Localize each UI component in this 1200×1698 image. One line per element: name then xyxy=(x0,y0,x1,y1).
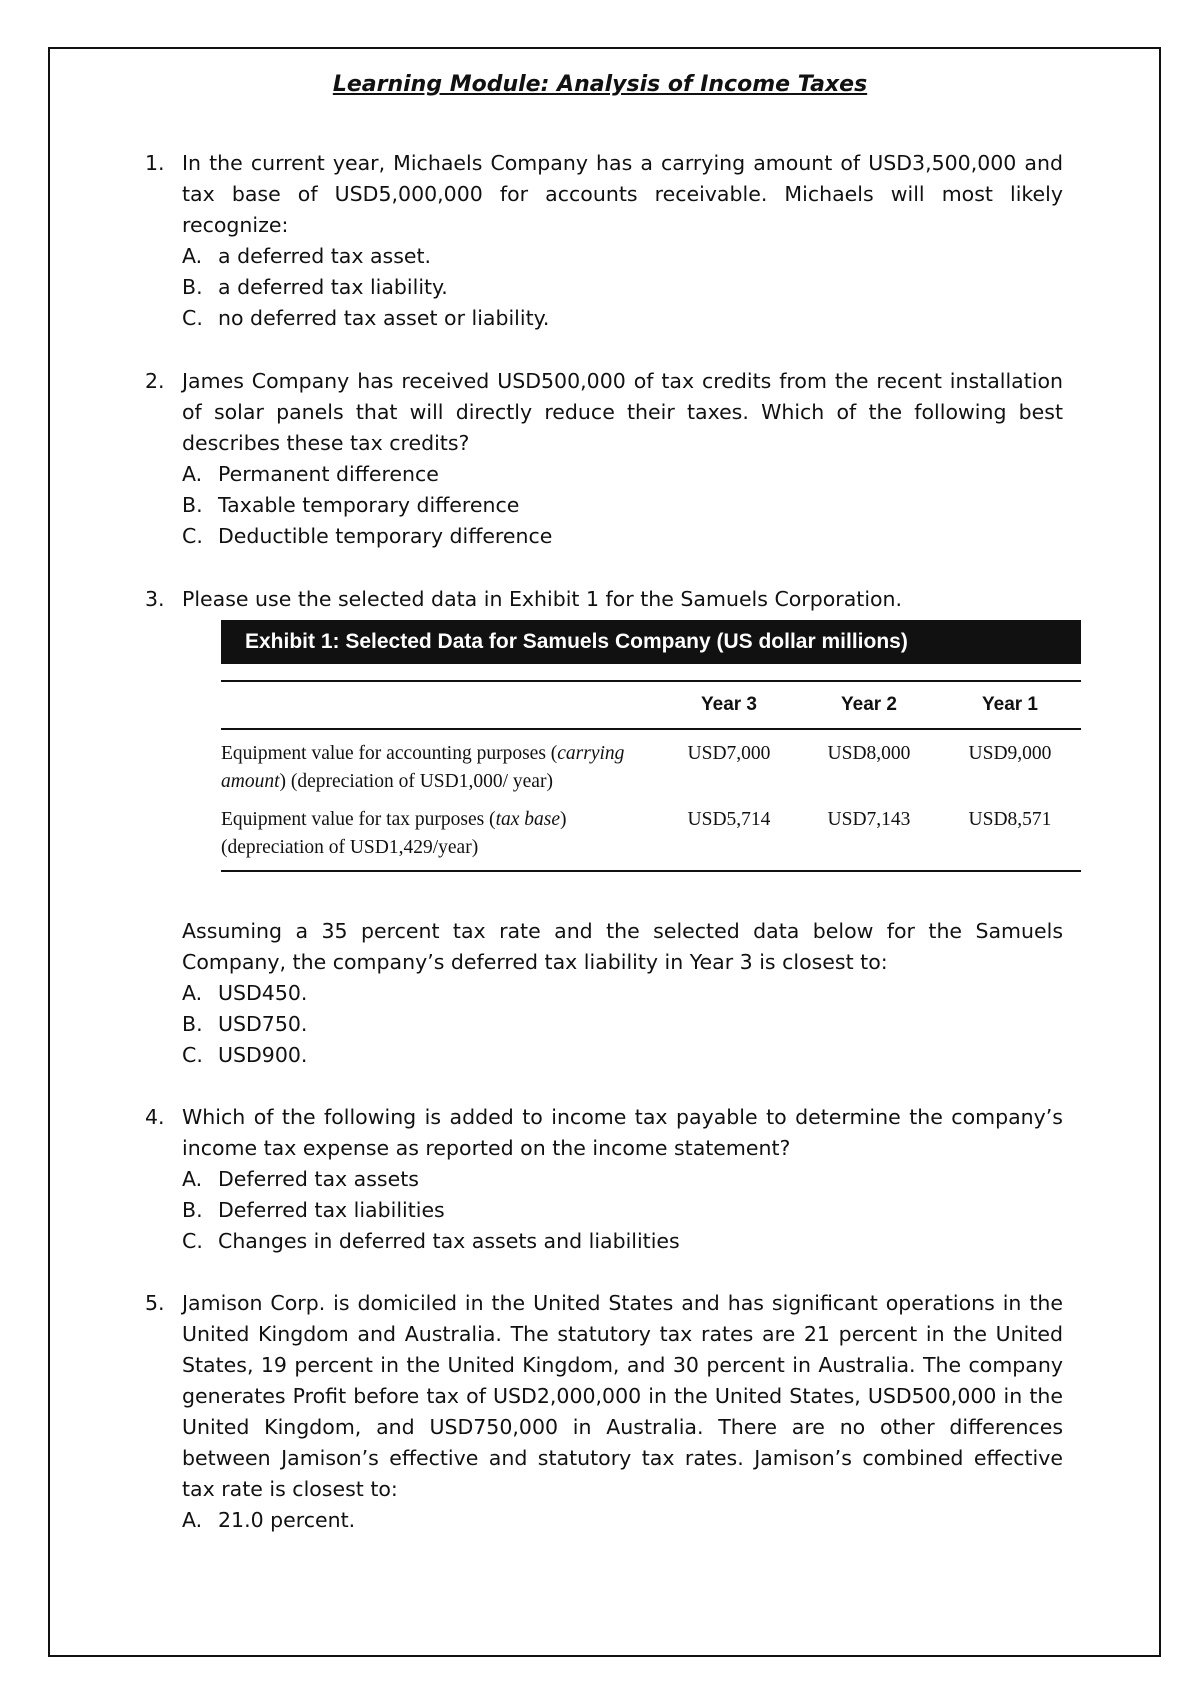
row-label: Equipment value for accounting purposes (carrying amount) (depreciation of USD1,000/ year) xyxy=(221,743,625,792)
table-row xyxy=(221,802,1081,871)
question-stem: Jamison Corp. is domiciled in the United States and has significant operations in the United Kingdom and Australia. The statutory tax rates are 21 percent in the United States, 19 percent in the United Kingdom, and 30 percent in Australia. The company generates Profit before tax of USD2,000,000 in the United States, USD500,000 in the United Kingdom, and USD750,000 in Australia. There are no other differences between Jamison’s effective and statutory tax rates. Jamison’s combined effective tax rate is closest to: xyxy=(182,1291,1063,1501)
table-cell: USD7,000 xyxy=(687,743,771,764)
table-cell: USD8,000 xyxy=(827,743,911,764)
exhibit-1 xyxy=(221,620,1081,872)
table-cell: USD9,000 xyxy=(968,743,1052,764)
question-stem: Which of the following is added to income tax payable to determine the company’s income tax expense as reported on the income statement? xyxy=(182,1105,1063,1160)
answer-option-b: B. a deferred tax liability. xyxy=(182,275,448,299)
answer-option-b: B. Taxable temporary difference xyxy=(182,493,520,517)
answer-option-c: C. Deductible temporary difference xyxy=(182,524,553,548)
question-number: 4. xyxy=(145,1105,165,1129)
question-2 xyxy=(145,366,1063,552)
exhibit-table xyxy=(221,680,1081,872)
column-header: Year 3 xyxy=(659,681,799,729)
table-header-row xyxy=(221,681,1081,729)
table-cell: USD5,714 xyxy=(659,802,799,871)
question-number: 1. xyxy=(145,151,165,175)
exhibit-title: Exhibit 1: Selected Data for Samuels Company (US dollar millions) xyxy=(221,620,1081,664)
table-cell: USD8,571 xyxy=(939,802,1081,871)
question-intro: Please use the selected data in Exhibit 1 for the Samuels Corporation. xyxy=(182,587,903,611)
table-cell: USD7,143 xyxy=(799,802,939,871)
question-number: 3. xyxy=(145,587,165,611)
answer-option-c: C. no deferred tax asset or liability. xyxy=(182,306,550,330)
answer-option-a: A. Deferred tax assets xyxy=(182,1167,419,1191)
answer-option-b: B. USD750. xyxy=(182,1012,308,1036)
question-stem: James Company has received USD500,000 of tax credits from the recent installation of solar panels that will directly reduce their taxes. Which of the following best describes these tax credits? xyxy=(182,369,1063,455)
answer-option-a: A. 21.0 percent. xyxy=(182,1508,356,1532)
question-4 xyxy=(145,1102,1063,1257)
page-title: Learning Module: Analysis of Income Taxes xyxy=(332,72,868,97)
question-5 xyxy=(145,1288,1063,1536)
column-header xyxy=(221,681,659,729)
table-row xyxy=(221,729,1081,802)
column-header: Year 2 xyxy=(799,681,939,729)
question-3 xyxy=(145,584,1063,615)
question-number: 5. xyxy=(145,1291,165,1315)
answer-option-a: A. Permanent difference xyxy=(182,462,439,486)
question-1 xyxy=(145,148,1063,334)
question-number: 2. xyxy=(145,369,165,393)
question-stem: Assuming a 35 percent tax rate and the selected data below for the Samuels Company, the company’s deferred tax liability in Year 3 is closest to: xyxy=(182,919,1063,974)
row-label: Equipment value for tax purposes (tax base) (depreciation of USD1,429/year) xyxy=(221,802,659,871)
answer-option-c: C. Changes in deferred tax assets and liabilities xyxy=(182,1229,680,1253)
question-stem: In the current year, Michaels Company has a carrying amount of USD3,500,000 and tax base of USD5,000,000 for accounts receivable. Michaels will most likely recognize: xyxy=(182,151,1063,237)
answer-option-c: C. USD900. xyxy=(182,1043,308,1067)
column-header: Year 1 xyxy=(939,681,1081,729)
answer-option-a: A. USD450. xyxy=(182,981,308,1005)
answer-option-a: A. a deferred tax asset. xyxy=(182,244,432,268)
question-3-body xyxy=(145,916,1063,1071)
answer-option-b: B. Deferred tax liabilities xyxy=(182,1198,445,1222)
